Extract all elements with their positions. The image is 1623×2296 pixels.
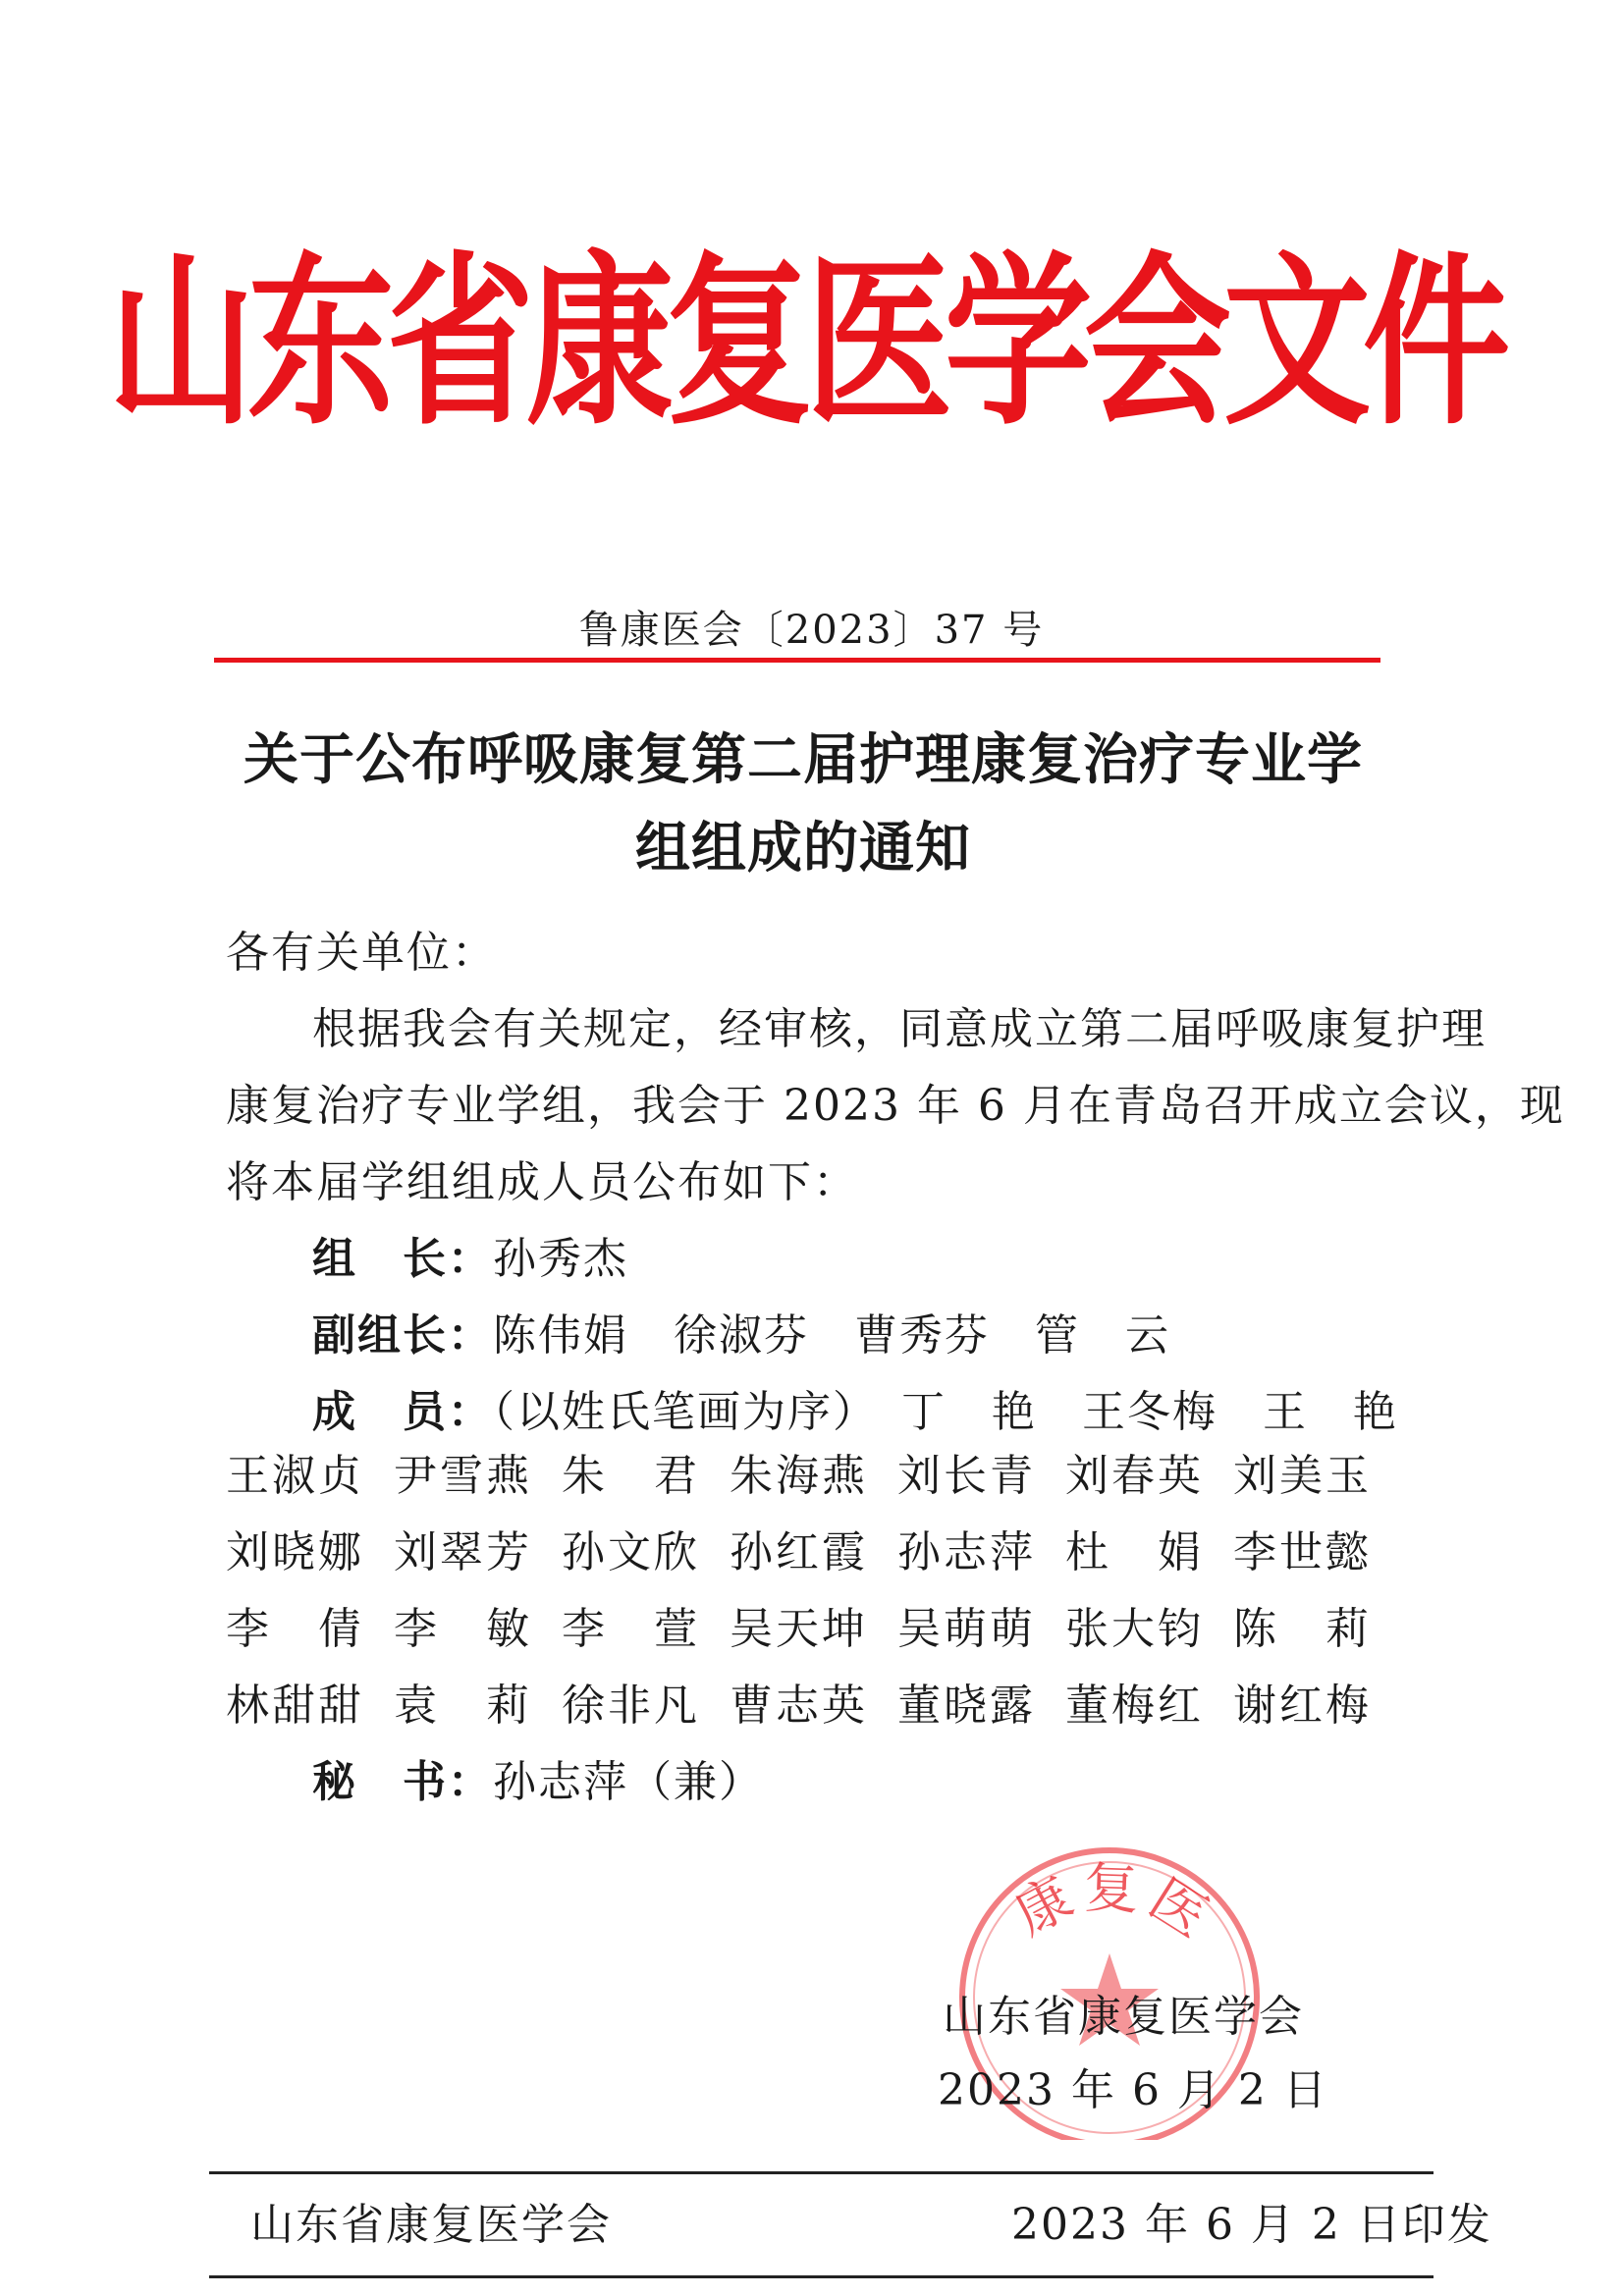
members-first-line: 丁 艳 王冬梅 王 艳 [901, 1387, 1398, 1437]
signature-org: 山东省康复医学会 [943, 1992, 1304, 2042]
title-line-1: 关于公布呼吸康复第二届护理康复治疗专业学 [243, 728, 1363, 792]
member-name: 吴萌萌 [897, 1604, 1036, 1654]
member-name: 李 敏 [394, 1604, 532, 1654]
body-line-2: 康复治疗专业学组，我会于 2023 年 6 月在青岛召开成立会议，现 [226, 1081, 1565, 1131]
red-header-title: 山东省康复医学会文件 [108, 237, 1503, 451]
leader-row [226, 1221, 1490, 1298]
member-name: 李世懿 [1233, 1527, 1372, 1577]
member-name: 刘晓娜 [226, 1527, 364, 1577]
leader-label: 组 长： [312, 1234, 493, 1284]
deputy-label: 副组长： [312, 1310, 493, 1361]
member-name: 刘美玉 [1233, 1451, 1372, 1501]
secretary-label: 秘 书： [312, 1757, 493, 1807]
red-divider [214, 658, 1380, 663]
member-name: 杜 娟 [1065, 1527, 1204, 1577]
title-line-2: 组组成的通知 [635, 817, 971, 881]
member-name: 孙文欣 [562, 1527, 700, 1577]
member-name: 袁 莉 [394, 1681, 532, 1731]
deputy-row [226, 1298, 1490, 1374]
member-name: 徐非凡 [562, 1681, 700, 1731]
member-name: 谢红梅 [1233, 1681, 1372, 1731]
member-name: 王淑贞 [226, 1451, 364, 1501]
member-name: 朱海燕 [730, 1451, 868, 1501]
member-name: 林甜甜 [226, 1681, 364, 1731]
body-line-3: 将本届学组组成人员公布如下： [226, 1157, 858, 1207]
secretary-row [226, 1744, 1490, 1821]
footer-org: 山东省康复医学会 [250, 2200, 612, 2250]
member-name: 孙红霞 [730, 1527, 868, 1577]
members-label: 成 员： [312, 1387, 493, 1437]
member-name: 董晓露 [897, 1681, 1036, 1731]
salutation: 各有关单位： [226, 928, 497, 978]
member-name: 吴天坤 [730, 1604, 868, 1654]
secretary-name: 孙志萍（兼） [493, 1757, 764, 1807]
footer-rule-bottom [209, 2275, 1434, 2278]
seal-text: 康复医 [1004, 1856, 1224, 1953]
member-name: 尹雪燕 [394, 1451, 532, 1501]
footer-date: 2023 年 6 月 2 日印发 [1011, 2200, 1492, 2250]
signature-date: 2023 年 6 月 2 日 [938, 2065, 1328, 2115]
members-note: （以姓氏笔画为序） [493, 1387, 856, 1437]
member-name: 刘翠芳 [394, 1527, 532, 1577]
member-name: 朱 君 [562, 1451, 700, 1501]
member-name: 刘春英 [1065, 1451, 1204, 1501]
member-name: 刘长青 [897, 1451, 1036, 1501]
member-name: 孙志萍 [897, 1527, 1036, 1577]
footer-rule-top [209, 2171, 1434, 2174]
member-name: 李 倩 [226, 1604, 364, 1654]
member-name: 陈 莉 [1233, 1604, 1372, 1654]
document-number: 鲁康医会〔2023〕37 号 [578, 608, 1045, 653]
notice-title [214, 717, 1392, 893]
members-grid [226, 1438, 1404, 1744]
member-name: 张大钧 [1065, 1604, 1204, 1654]
member-name: 曹志英 [730, 1681, 868, 1731]
deputy-names: 陈伟娟 徐淑芬 曹秀芬 管 云 [493, 1310, 1170, 1361]
body-line-1: 根据我会有关规定，经审核，同意成立第二届呼吸康复护理 [312, 1004, 1487, 1054]
member-name: 李 萱 [562, 1604, 700, 1654]
leader-name: 孙秀杰 [493, 1234, 628, 1284]
member-name: 董梅红 [1065, 1681, 1204, 1731]
